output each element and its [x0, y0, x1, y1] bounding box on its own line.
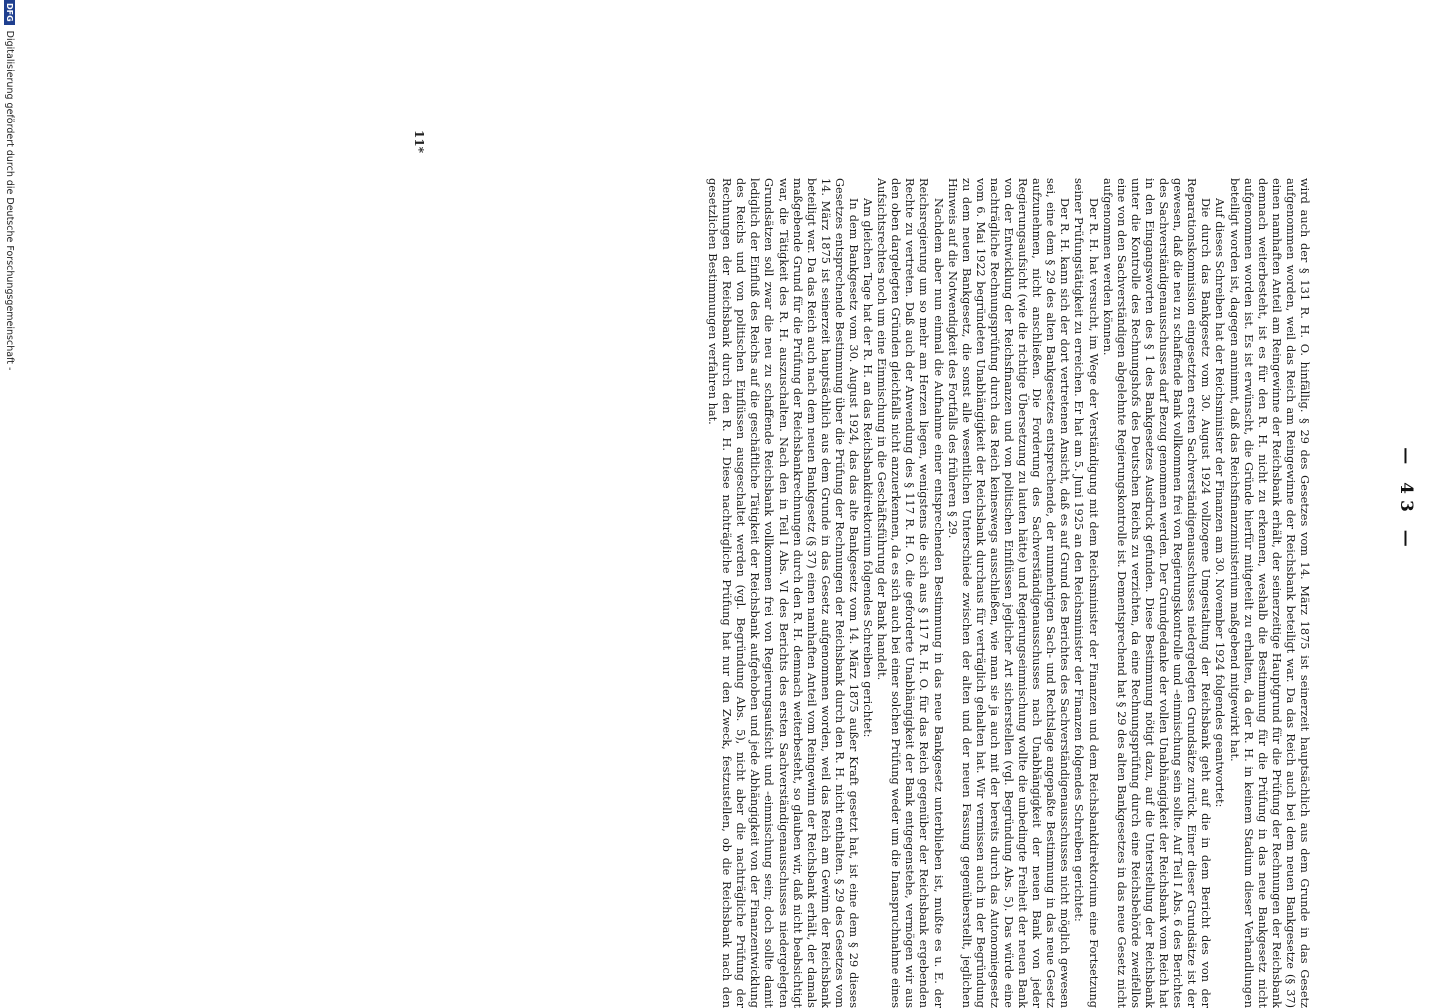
footer-text: Digitalisierung gefördert durch die Deutsche Forschungsgemeinschaft -	[4, 30, 16, 371]
paragraph: Auf dieses Schreiben hat der Reichsminister der Finanzen am 30. November 1924 folgendes geantwortet:	[1213, 198, 1227, 808]
paragraph: In dem Bankgesetz vom 30. August 1924, das das alte Bankgesetz vom 14. März 1875 außer Kraft gesetzt hat, ist eine dem § 29 dieses Gesetzes entsprechende Bestimmung über die Prüfung der Rechnungen der Reichsbank durch den R. H. nicht enthalten. § 29 des Gesetzes vom 14. März 1875 ist seinerzeit hauptsächlich aus dem Grunde in das Gesetz aufgenommen worden, weil das Reich am Gewinn der Reichsbank beteiligt war. Da das Reich auch nach dem neuen Bankgesetz (§ 37) einen namhaften Anteil vom Reingewinn der Reichsbank erhält, der damals maßgebende Grund für die Prüfung der Reichsbankrechnungen durch den R. H. demnach weiterbesteht, so glauben wir, daß nicht beabsichtigt war, die Tätigkeit des R. H. auszuschalten. Nach den in Teil I Abs. VI des Berichts des ersten Sachverständigenausschusses niedergelegten Grundsätzen soll zwar die neu zu schaffende Reichsbank vollkommen frei von Regierungsaufsicht und -einmischung sein; doch sollte damit lediglich der Einfluß des Reichs auf die geschäftliche Tätigkeit der Reichsbank aufgehoben und jede Abhängigkeit von der Finanzentwicklung des Reichs und von politischen Einflüssen ausgeschaltet werden (vgl. Begründung Abs. 5), nicht aber die nachträgliche Prüfung der Rechnungen der Reichsbank durch den R. H. Diese nachträgliche Prüfung hat nur den Zweck, festzustellen, ob die Reichsbank nach den gesetzlichen Bestimmungen verfahren hat.	[706, 178, 860, 1008]
document-body	[705, 178, 1311, 1008]
paragraph: Der R. H. hat versucht, im Wege der Verständigung mit dem Reichsminister der Finanzen und dem Reichsbankdirektorium eine Fortsetzung seiner Prüfungstätigkeit zu erreichen. Er hat am 5. Juni 1925 an den Reichsminister der Finanzen folgendes Schreiben gerichtet:	[1072, 178, 1100, 1008]
paragraph: Am gleichen Tage hat der R. H. an das Reichsbankdirektorium folgendes Schreiben gerichtet:	[861, 198, 875, 738]
paragraph: Nachdem aber nun einmal die Aufnahme einer entsprechenden Bestimmung in das neue Bankgesetz unterblieben ist, mußte es u. E. der Reichsregierung um so mehr am Herzen liegen, wenigstens die sich aus § 117 R. H. O. für das Reich gegenüber der Reichsbank ergebenden Rechte zu vertreten. Daß auch der Anwendung des § 117 R. H. O. die geforderte Unabhängigkeit der Bank entgegenstehe, vermögen wir aus den oben dargelegten Gründen gleichfalls nicht anzuerkennen, da es sich auch bei einer solchen Prüfung weder um die Inanspruchnahme eines Aufsichtsrechtes noch um eine Einmischung in die Geschäftsführung der Bank handelt.	[875, 178, 945, 1008]
paragraph: wird auch der § 131 R. H. O. hinfällig. § 29 des Gesetzes vom 14. März 1875 ist seinerzeit hauptsächlich aus dem Grunde in das Gesetz aufgenommen worden, weil das Reich am Reingewinne der Reichsbank beteiligt war. Da das Reich auch bei dem neuen Bankgesetze (§ 37) einen namhaften Anteil am Reingewinne der Reichsbank erhält, der seinerzeitige Hauptgrund für die Prüfung der Rechnungen der Reichsbank demnach weiterbesteht, ist es für den R. H. nicht zu erkennen, weshalb die Bestimmung für die Prüfung in das neue Bankgesetz nicht aufgenommen worden ist. Es ist erwünscht, die Gründe hierfür mitgeteilt zu erhalten, da der R. H. in keinem Stadium dieser Verhandlungen beteiligt worden ist, dagegen annimmt, daß das Reichsfinanzministerium maßgebend mitgewirkt hat.	[1227, 178, 1311, 1008]
page-signature: 11*	[412, 130, 426, 153]
dfg-logo: DFG	[5, 0, 16, 25]
paragraph: Der R. H. kann sich der dort vertretenen Ansicht, daß es auf Grund des Berichtes des Sachverständigenausschusses nicht möglich gewesen sei, eine dem § 29 des alten Bankgesetzes entsprechende, der nunmehrigen Sach- und Rechtslage angepaßte Bestimmung in das neue Gesetz aufzunehmen, nicht anschließen. Die Forderung des Sachverständigenausschusses nach Unabhängigkeit der neuen Bank von jeder Regierungsaufsicht (wie die richtige Übersetzung zu lauten hätte) und Regierungseinmischung wollte die unbedingte Freiheit der neuen Bank von der Entwicklung der Reichsfinanzen und von politischen Einflüssen jeglicher Art sicherstellen (vgl. Begründung Abs. 5). Das würde eine nachträgliche Rechnungsprüfung durch das Reich keineswegs ausschließen, wie man sie ja auch mit der bereits durch das Autonomiegesetz vom 6. Mai 1922 begründeten Unabhängigkeit der Reichsbank durchaus für verträglich gehalten hat. Wir vermissen auch in der Begründung zu dem neuen Bankgesetz, die sonst alle wesentlichen Unterschiede zwischen der alten und der neuen Fassung gegenüberstellt, jeglichen Hinweis auf die Notwendigkeit des Fortfalls des früheren § 29.	[945, 178, 1072, 1008]
paragraph: Die durch das Bankgesetz vom 30. August 1924 vollzogene Umgestaltung der Reichsbank geht auf die in dem Bericht des von der Reparationskommission eingesetzten ersten Sachverständigenausschusses niedergelegten Grundsätze zurück. Einer dieser Grundsätze ist der gewesen, daß die neu zu schaffende Bank vollkommen frei von Regierungskontrolle und -einmischung sein sollte. Auf Teil I Abs. 6 des Berichtes des Sachverständigenausschusses darf Bezug genommen werden. Der Grundgedanke der vollen Unabhängigkeit der Reichsbank vom Reich hat in den Eingangsworten des § 1 des Bankgesetzes Ausdruck gefunden. Diese Bestimmung nötigt dazu, auf die Unterstellung der Reichsbank unter die Kontrolle des Rechnungshofs des Deutschen Reichs zu verzichten, da eine Rechnungsprüfung durch eine Reichsbehörde zweifellos eine von den Sachverständigen abgelehnte Regierungskontrolle ist. Dementsprechend hat § 29 des alten Bankgesetzes in das neue Gesetz nicht aufgenommen werden können.	[1100, 178, 1213, 1008]
page-header: — 43 —	[1396, 447, 1416, 553]
footer	[0, 0, 20, 1000]
